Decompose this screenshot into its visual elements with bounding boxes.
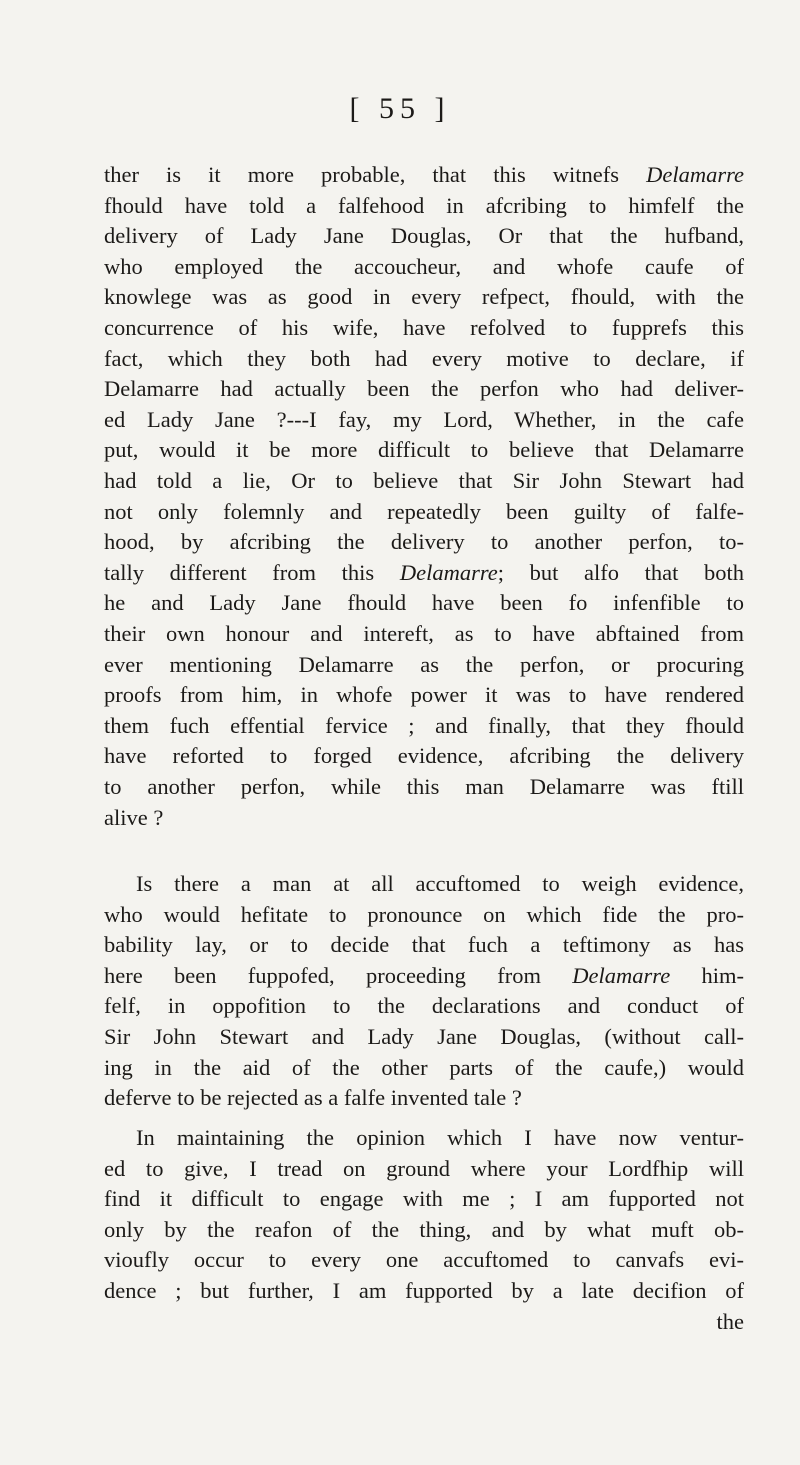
text-line [104,497,744,527]
text-line [104,961,744,991]
text-line [104,588,744,618]
text-line [104,650,744,680]
text-run: who would hefitate to pronounce on which fide the pro- [104,901,744,927]
text-line [104,1154,744,1184]
text-line [104,252,744,282]
text-run: tally different from this [104,559,400,585]
text-line [104,1276,744,1306]
text-line [104,619,744,649]
text-line [104,711,744,741]
text-line [104,1245,744,1275]
text-line [104,527,744,557]
text-line [104,221,744,251]
text-run: who employed the accoucheur, and whofe caufe of [104,253,744,279]
text-line [104,772,744,802]
text-line [104,435,744,465]
text-line [104,1083,744,1113]
text-run: knowlege was as good in every refpect, fhould, with the [104,284,744,310]
text-run: the [716,1308,744,1334]
text-run: fact, which they both had every motive to declare, if [104,345,744,371]
page-number: [ 55 ] [349,92,451,125]
text-run: ; but alfo that both [497,559,744,585]
text-line [104,930,744,960]
text-line [104,344,744,374]
text-run: Sir John Stewart and Lady Jane Douglas, (without call- [104,1024,744,1049]
text-line [104,1022,744,1052]
text-run: their own honour and intereft, as to have abftained from [104,621,744,646]
text-line [104,803,744,833]
text-run: him- [670,962,744,988]
text-run: ever mentioning Delamarre as the perfon, or procuring [104,651,744,677]
text-line [104,466,744,496]
text-run: deferve to be rejected as a falfe invented tale ? [104,1085,522,1111]
text-run: Is there a man at all accuftomed to weigh evidence, [136,871,744,896]
text-run: fhould have told a falfehood in afcribing to himfelf the [104,192,744,218]
text-run: In maintaining the opinion which I have now ventur- [136,1125,744,1150]
text-run: find it difficult to engage with me ; I am fupported not [104,1186,744,1212]
text-run: them fuch effential fervice ; and finally, that they fhould [104,712,744,738]
text-line [104,1215,744,1245]
text-line [104,405,744,435]
italic-name: Delamarre [646,162,744,187]
text-line [104,191,744,221]
text-run: put, would it be more difficult to believe that Delamarre [104,437,744,463]
text-line [104,282,744,312]
text-run: ther is it more probable, that this witnefs [104,162,647,187]
text-run: not only folemnly and repeatedly been guilty of falfe- [104,498,744,524]
italic-name: Delamarre [399,559,498,585]
text-run: vioufly occur to every one accuftomed to canvafs evi- [104,1247,744,1273]
text-line [136,869,744,899]
text-line [136,1123,744,1153]
text-run: had told a lie, Or to believe that Sir John Stewart had [104,468,744,493]
text-line [104,558,744,588]
text-run: ed Lady Jane ?---I fay, my Lord, Whether, in the cafe [104,406,744,432]
text-line [104,160,744,190]
text-line [104,741,744,771]
text-run: dence ; but further, I am fupported by a late decifion of [104,1278,744,1303]
text-line [104,900,744,930]
text-run: concurrence of his wife, have refolved to fupprefs this [104,315,744,340]
text-run: hood, by afcribing the delivery to another perfon, to- [104,529,744,555]
text-line [104,991,744,1021]
text-run: delivery of Lady Jane Douglas, Or that the hufband, [104,223,744,249]
text-run: have reforted to forged evidence, afcribing the delivery [104,743,744,769]
text-line [104,1307,744,1337]
text-line [104,1053,744,1083]
text-run: ing in the aid of the other parts of the caufe,) would [104,1054,744,1080]
text-run: felf, in oppofition to the declarations and conduct of [104,993,744,1019]
italic-name: Delamarre [572,962,671,988]
text-run: proofs from him, in whofe power it was to have rendered [104,682,744,708]
text-run: bability lay, or to decide that fuch a teftimony as has [104,932,744,958]
text-run: Delamarre had actually been the perfon who had deliver- [104,376,744,402]
text-line [104,1184,744,1214]
text-run: alive ? [104,804,164,830]
text-run: to another perfon, while this man Delamarre was ftill [104,774,744,799]
text-run: only by the reafon of the thing, and by what muft ob- [104,1216,744,1242]
text-run: he and Lady Jane fhould have been fo infenfible to [104,590,744,616]
text-line [104,680,744,710]
text-run: here been fuppofed, proceeding from [104,962,573,988]
text-line [104,313,744,343]
text-line [104,374,744,404]
text-run: ed to give, I tread on ground where your Lordfhip will [104,1155,744,1181]
